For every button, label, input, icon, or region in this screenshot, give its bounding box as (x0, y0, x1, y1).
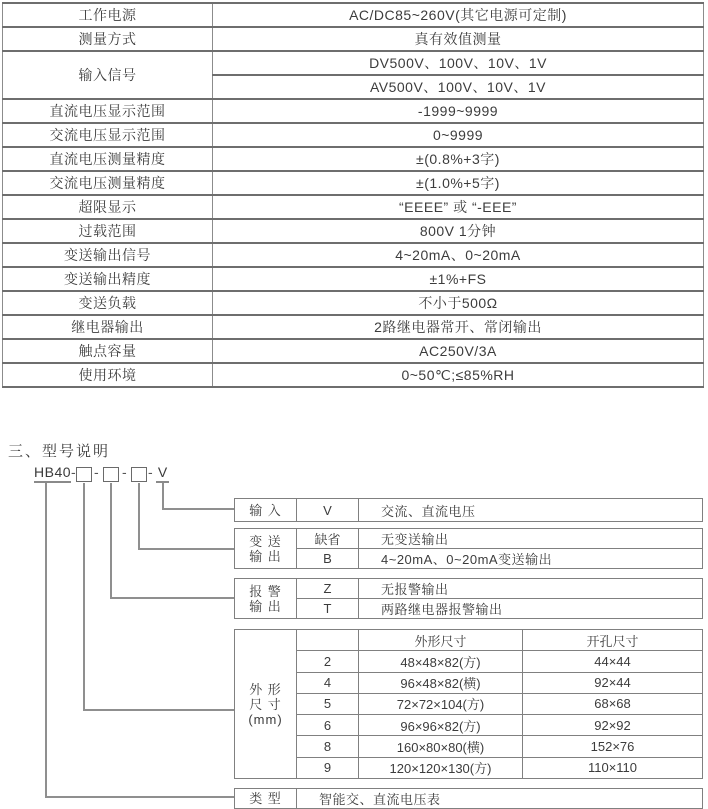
spec-label: 过载范围 (3, 219, 213, 243)
table-row (235, 672, 703, 693)
table-row (3, 99, 704, 123)
size-hole: 110×110 (523, 757, 703, 778)
alarm-desc: 两路继电器报警输出 (359, 599, 703, 619)
spec-value: 4~20mA、0~20mA (213, 243, 704, 267)
input-label: 输 入 (235, 499, 297, 522)
spec-label: 交流电压测量精度 (3, 171, 213, 195)
spec-value: DV500V、100V、10V、1V (213, 51, 704, 75)
size-label-line3: (mm) (248, 711, 283, 727)
table-row (3, 243, 704, 267)
alarm-code: T (297, 599, 359, 619)
transmit-desc: 4~20mA、0~20mA变送输出 (359, 549, 703, 569)
spec-label: 使用环境 (3, 363, 213, 387)
size-dim-header: 外形尺寸 (359, 630, 523, 651)
model-dash: - (122, 464, 127, 480)
table-row (3, 51, 704, 75)
table-row (235, 789, 703, 809)
spec-label: 继电器输出 (3, 315, 213, 339)
size-hole: 92×92 (523, 715, 703, 736)
size-code: 9 (297, 757, 359, 778)
spec-label: 变送负载 (3, 291, 213, 315)
model-dash: - (71, 464, 76, 480)
size-code: 6 (297, 715, 359, 736)
spec-label: 交流电压显示范围 (3, 123, 213, 147)
input-table (234, 498, 703, 522)
size-hole-header: 开孔尺寸 (523, 630, 703, 651)
table-row (235, 715, 703, 736)
table-row (3, 291, 704, 315)
input-code: V (297, 499, 359, 522)
size-dim: 48×48×82(方) (359, 651, 523, 672)
table-row (235, 651, 703, 672)
table-row (235, 529, 703, 549)
size-label-line2: 尺 寸 (249, 696, 282, 712)
alarm-table (234, 578, 703, 619)
size-dim: 120×120×130(方) (359, 757, 523, 778)
transmit-table (234, 528, 703, 569)
model-suffix: V (156, 464, 169, 483)
table-row (3, 147, 704, 171)
transmit-desc: 无变送输出 (359, 529, 703, 549)
table-row (3, 3, 704, 27)
model-dash: - (94, 464, 99, 480)
spec-value: ±1%+FS (213, 267, 704, 291)
spec-label: 变送输出精度 (3, 267, 213, 291)
size-hole: 152×76 (523, 736, 703, 757)
spec-value: “EEEE” 或 “-EEE” (213, 195, 704, 219)
table-row (3, 219, 704, 243)
spec-table (2, 2, 704, 388)
size-hole: 44×44 (523, 651, 703, 672)
model-placeholder-box (103, 467, 119, 482)
spec-value: AV500V、100V、10V、1V (213, 75, 704, 99)
spec-value: ±(0.8%+3字) (213, 147, 704, 171)
model-placeholder-box (76, 467, 92, 482)
table-row (3, 339, 704, 363)
alarm-desc: 无报警输出 (359, 579, 703, 599)
connector-line-size (83, 709, 235, 711)
size-dim: 96×48×82(横) (359, 672, 523, 693)
table-row (235, 499, 703, 522)
connector-line-type (45, 796, 235, 798)
size-label (235, 630, 297, 779)
size-code-header (297, 630, 359, 651)
table-row (235, 693, 703, 714)
table-row (235, 757, 703, 778)
table-row (3, 363, 704, 387)
size-dim: 96×96×82(方) (359, 715, 523, 736)
transmit-label (235, 529, 297, 569)
table-row (3, 195, 704, 219)
type-table (234, 788, 703, 809)
size-code: 5 (297, 693, 359, 714)
model-dash: - (148, 464, 153, 480)
spec-value: 0~9999 (213, 123, 704, 147)
spec-label: 触点容量 (3, 339, 213, 363)
model-placeholder-box (131, 467, 147, 482)
connector-line-transmit (138, 483, 140, 550)
spec-value: AC/DC85~260V(其它电源可定制) (213, 3, 704, 27)
type-label: 类 型 (235, 789, 297, 809)
table-row (3, 171, 704, 195)
size-hole: 68×68 (523, 693, 703, 714)
spec-value: AC250V/3A (213, 339, 704, 363)
spec-value: 0~50℃;≤85%RH (213, 363, 704, 387)
size-dim: 160×80×80(横) (359, 736, 523, 757)
transmit-label-line2: 输 出 (249, 548, 282, 564)
spec-value: 真有效值测量 (213, 27, 704, 51)
transmit-code: B (297, 549, 359, 569)
input-desc: 交流、直流电压 (359, 499, 703, 522)
connector-line-alarm (110, 483, 112, 599)
table-row (3, 123, 704, 147)
section-title: 三、型号说明 (8, 443, 111, 460)
spec-label: 测量方式 (3, 27, 213, 51)
table-row (3, 27, 704, 51)
table-row (235, 579, 703, 599)
size-dim: 72×72×104(方) (359, 693, 523, 714)
spec-value: 800V 1分钟 (213, 219, 704, 243)
table-row (3, 267, 704, 291)
spec-label: 输入信号 (3, 51, 213, 99)
spec-label: 直流电压显示范围 (3, 99, 213, 123)
model-prefix: HB40 (34, 464, 71, 483)
size-code: 8 (297, 736, 359, 757)
spec-label: 工作电源 (3, 3, 213, 27)
size-code: 4 (297, 672, 359, 693)
spec-value: ±(1.0%+5字) (213, 171, 704, 195)
connector-line-input (162, 483, 164, 510)
connector-line-alarm (110, 597, 235, 599)
connector-line-size (83, 483, 85, 711)
transmit-code: 缺省 (297, 529, 359, 549)
table-row (235, 630, 703, 651)
table-row (235, 549, 703, 569)
alarm-label-line1: 报 警 (249, 583, 282, 599)
connector-line-transmit (138, 548, 235, 550)
size-table (234, 629, 703, 779)
spec-label: 变送输出信号 (3, 243, 213, 267)
size-label-line1: 外 形 (249, 681, 282, 697)
table-row (235, 599, 703, 619)
spec-value: 不小于500Ω (213, 291, 704, 315)
spec-value: 2路继电器常开、常闭输出 (213, 315, 704, 339)
table-row (3, 315, 704, 339)
spec-label: 超限显示 (3, 195, 213, 219)
connector-line-input (162, 508, 235, 510)
alarm-label-line2: 输 出 (249, 598, 282, 614)
type-desc: 智能交、直流电压表 (297, 789, 703, 809)
size-code: 2 (297, 651, 359, 672)
table-row (235, 736, 703, 757)
size-hole: 92×44 (523, 672, 703, 693)
spec-label: 直流电压测量精度 (3, 147, 213, 171)
spec-value: -1999~9999 (213, 99, 704, 123)
connector-line-type (45, 483, 47, 798)
transmit-label-line1: 变 送 (249, 533, 282, 549)
alarm-label (235, 579, 297, 619)
alarm-code: Z (297, 579, 359, 599)
